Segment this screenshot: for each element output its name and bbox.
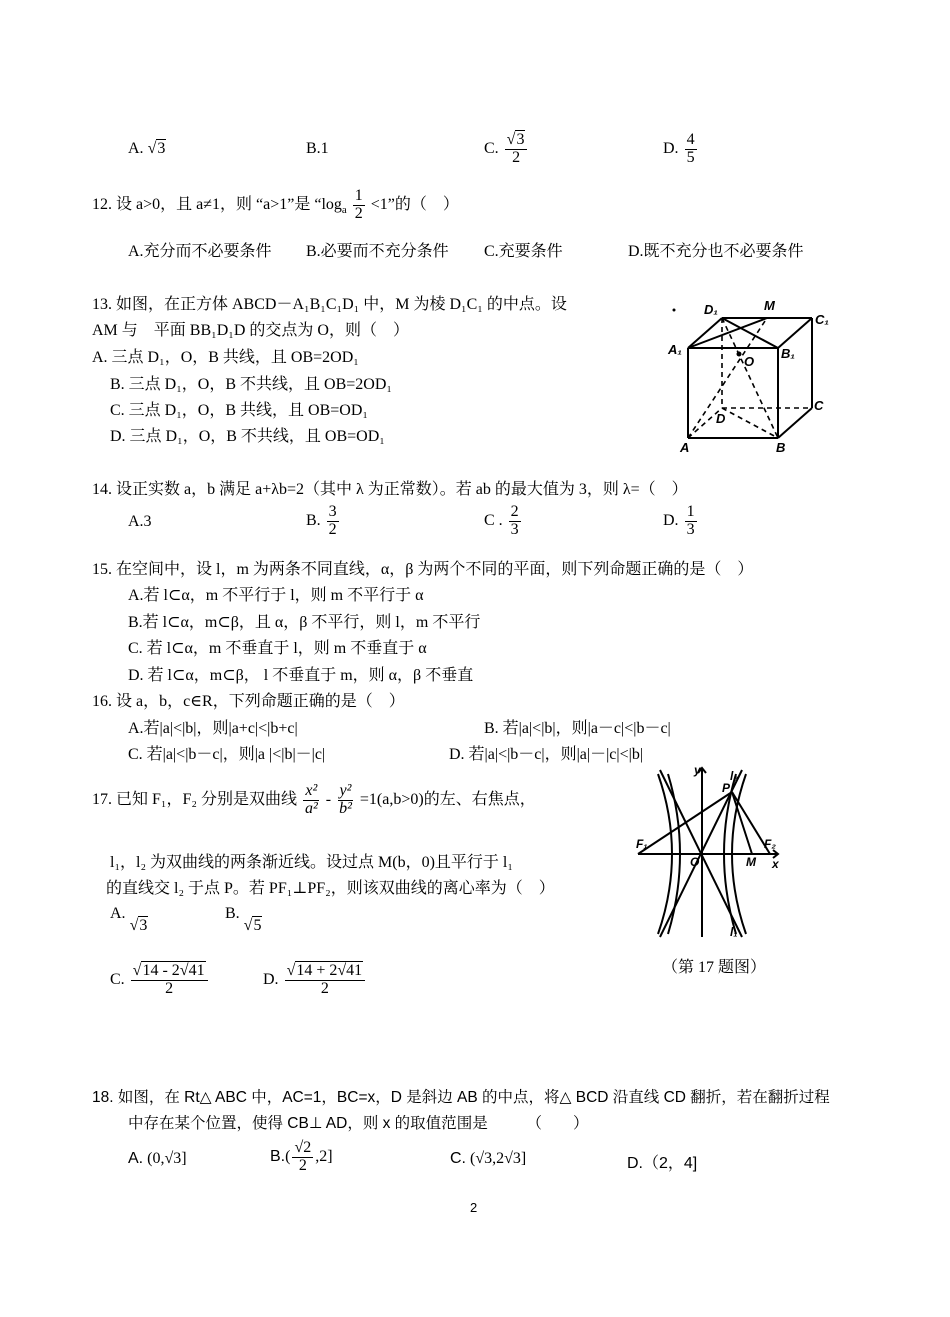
q15-stem: 15. 在空间中，设 l，m 为两条不同直线，α，β 为两个不同的平面，则下列命题正确的是（ ） [92,561,754,578]
sqrt-symbol: √3 [147,140,166,157]
q12-option-a: A.充分而不必要条件 [128,243,272,260]
q15-option-d: D. 若 l⊂α，m⊂β， l 不垂直于 m，则 α，β 不垂直 [128,667,474,684]
q17-option-d: D. $\frac{√14 + 2√41}{2}$ [263,963,367,998]
label-l2: l₂ [730,769,738,783]
q17-stem-line1: 17. 已知 F₁，F₂ 分别是双曲线 $\frac{\text{x²}}{\text{a²}}$ - $\frac{\text{y²}}{\text{b²}}$ =1(a,b>0)的左、右焦点， [92,782,536,817]
q13-stem-line1: 13. 如图，在正方体 ABCD－A₁B₁C₁D₁ 中，M 为棱 D₁C₁ 的中点。设 [92,296,567,313]
q13-option-c: C. 三点 D₁，O，B 共线，且 OB=OD₁ [110,402,368,419]
hyperbola-figure [630,762,785,942]
label-y: y [694,763,701,777]
q18-option-c: C. (√3,2√3] [450,1150,527,1167]
q15-option-a: A.若 l⊂α，m 不平行于 l，则 m 不平行于 α [128,587,424,604]
q16-option-d: D. 若|a|<|b－c|，则|a|－|c|<|b| [449,746,644,763]
q18-option-a: A. (0,√3] [128,1150,187,1167]
q14-option-b: B. $\frac{3}{2}$ [306,503,337,538]
label-x: x [772,857,779,871]
label-l1: l₁ [730,925,738,939]
label-A1: A₁ [668,342,682,357]
q17-stem-line2: l₁，l₂ 为双曲线的两条渐近线。设过点 M(b，0)且平行于 l₁ [110,854,513,871]
label-A: A [680,440,690,455]
q15-option-c: C. 若 l⊂α，m 不垂直于 l，则 m 不垂直于 α [128,640,427,657]
label-P: P [722,781,731,795]
q11-option-d: D. $\frac{4}{5}$ [663,131,695,166]
label-C: C [814,398,824,413]
q14-option-c: C . $\frac{2}{3}$ [484,503,519,538]
q17-option-c: C. $\frac{√14 - 2√41}{2}$ [110,963,210,998]
label-D1: D₁ [704,302,718,317]
q12-option-c: C.充要条件 [484,243,563,260]
q17-option-b: B. √5 [225,905,262,934]
q16-option-c: C. 若|a|<|b－c|，则|a |<|b|－|c| [128,746,326,763]
cube-figure [660,292,840,462]
q11-option-c: C. $\frac{√3}{2}$ [484,132,529,167]
label-F2: F₂ [764,837,776,851]
q18-option-d: D.（2，4] [627,1155,698,1172]
label-O: O [690,855,700,869]
figure-caption: （第 17 题图） [662,959,767,976]
q14-option-a: A.3 [128,513,152,530]
label-B1: B₁ [781,346,795,361]
q14-option-d: D. $\frac{1}{3}$ [663,503,695,538]
label-M: M [746,855,756,869]
q13-stem-line2: AM 与 平面 BB₁D₁D 的交点为 O，则（ ） [92,322,409,339]
q13-option-a: A. 三点 D₁，O，B 共线，且 OB=2OD₁ [92,349,359,366]
q18-option-b: B.( $\frac{√2}{2}$ ,2] [270,1139,333,1174]
label-M: M [764,298,775,313]
q13-option-d: D. 三点 D₁，O，B 不共线，且 OB=OD₁ [110,428,385,445]
q16-option-b: B. 若|a|<|b|，则|a－c|<|b－c| [484,720,671,737]
q18-stem-line2: 中存在某个位置，使得 CB⊥ AD，则 x 的取值范围是 （ ） [128,1115,589,1132]
q18-stem-line1: 18. 如图，在 Rt△ ABC 中，AC=1，BC=x，D 是斜边 AB 的中点，将△ BCD 沿直线 CD 翻折，若在翻折过程 [92,1089,830,1106]
q12-option-d: D.既不充分也不必要条件 [628,243,804,260]
label-B: B [776,440,786,455]
q12-option-b: B.必要而不充分条件 [306,243,449,260]
page-number: 2 [470,1200,478,1215]
q11-option-a: A. √3 [128,140,166,157]
label-F1: F₁ [636,837,648,851]
label-D: D [716,411,726,426]
q17-option-a: A. √3 [110,905,148,934]
q14-stem: 14. 设正实数 a，b 满足 a+λb=2（其中 λ 为正常数）。若 ab 的最大值为 3，则 λ=（ ） [92,481,688,498]
q13-option-b: B. 三点 D₁，O，B 不共线，且 OB=2OD₁ [110,376,392,393]
label-C1: C₁ [815,312,829,327]
q11-option-b: B.1 [306,140,329,157]
q17-stem-line3: 的直线交 l₂ 于点 P。若 PF₁⊥PF₂，则该双曲线的离心率为（ ） [106,880,555,897]
q12-stem: 12. 设 a>0，且 a≠1，则 “a>1”是 “$\log_a$ $\frac{1}{2}$ <1”的（ ） [92,187,459,222]
q16-option-a: A.若|a|<|b|，则|a+c|<|b+c| [128,720,298,737]
q15-option-b: B.若 l⊂α，m⊂β，且 α，β 不平行，则 l，m 不平行 [128,614,481,631]
label-O: O [744,354,755,369]
q16-stem: 16. 设 a，b，c∈R，下列命题正确的是（ ） [92,693,405,710]
